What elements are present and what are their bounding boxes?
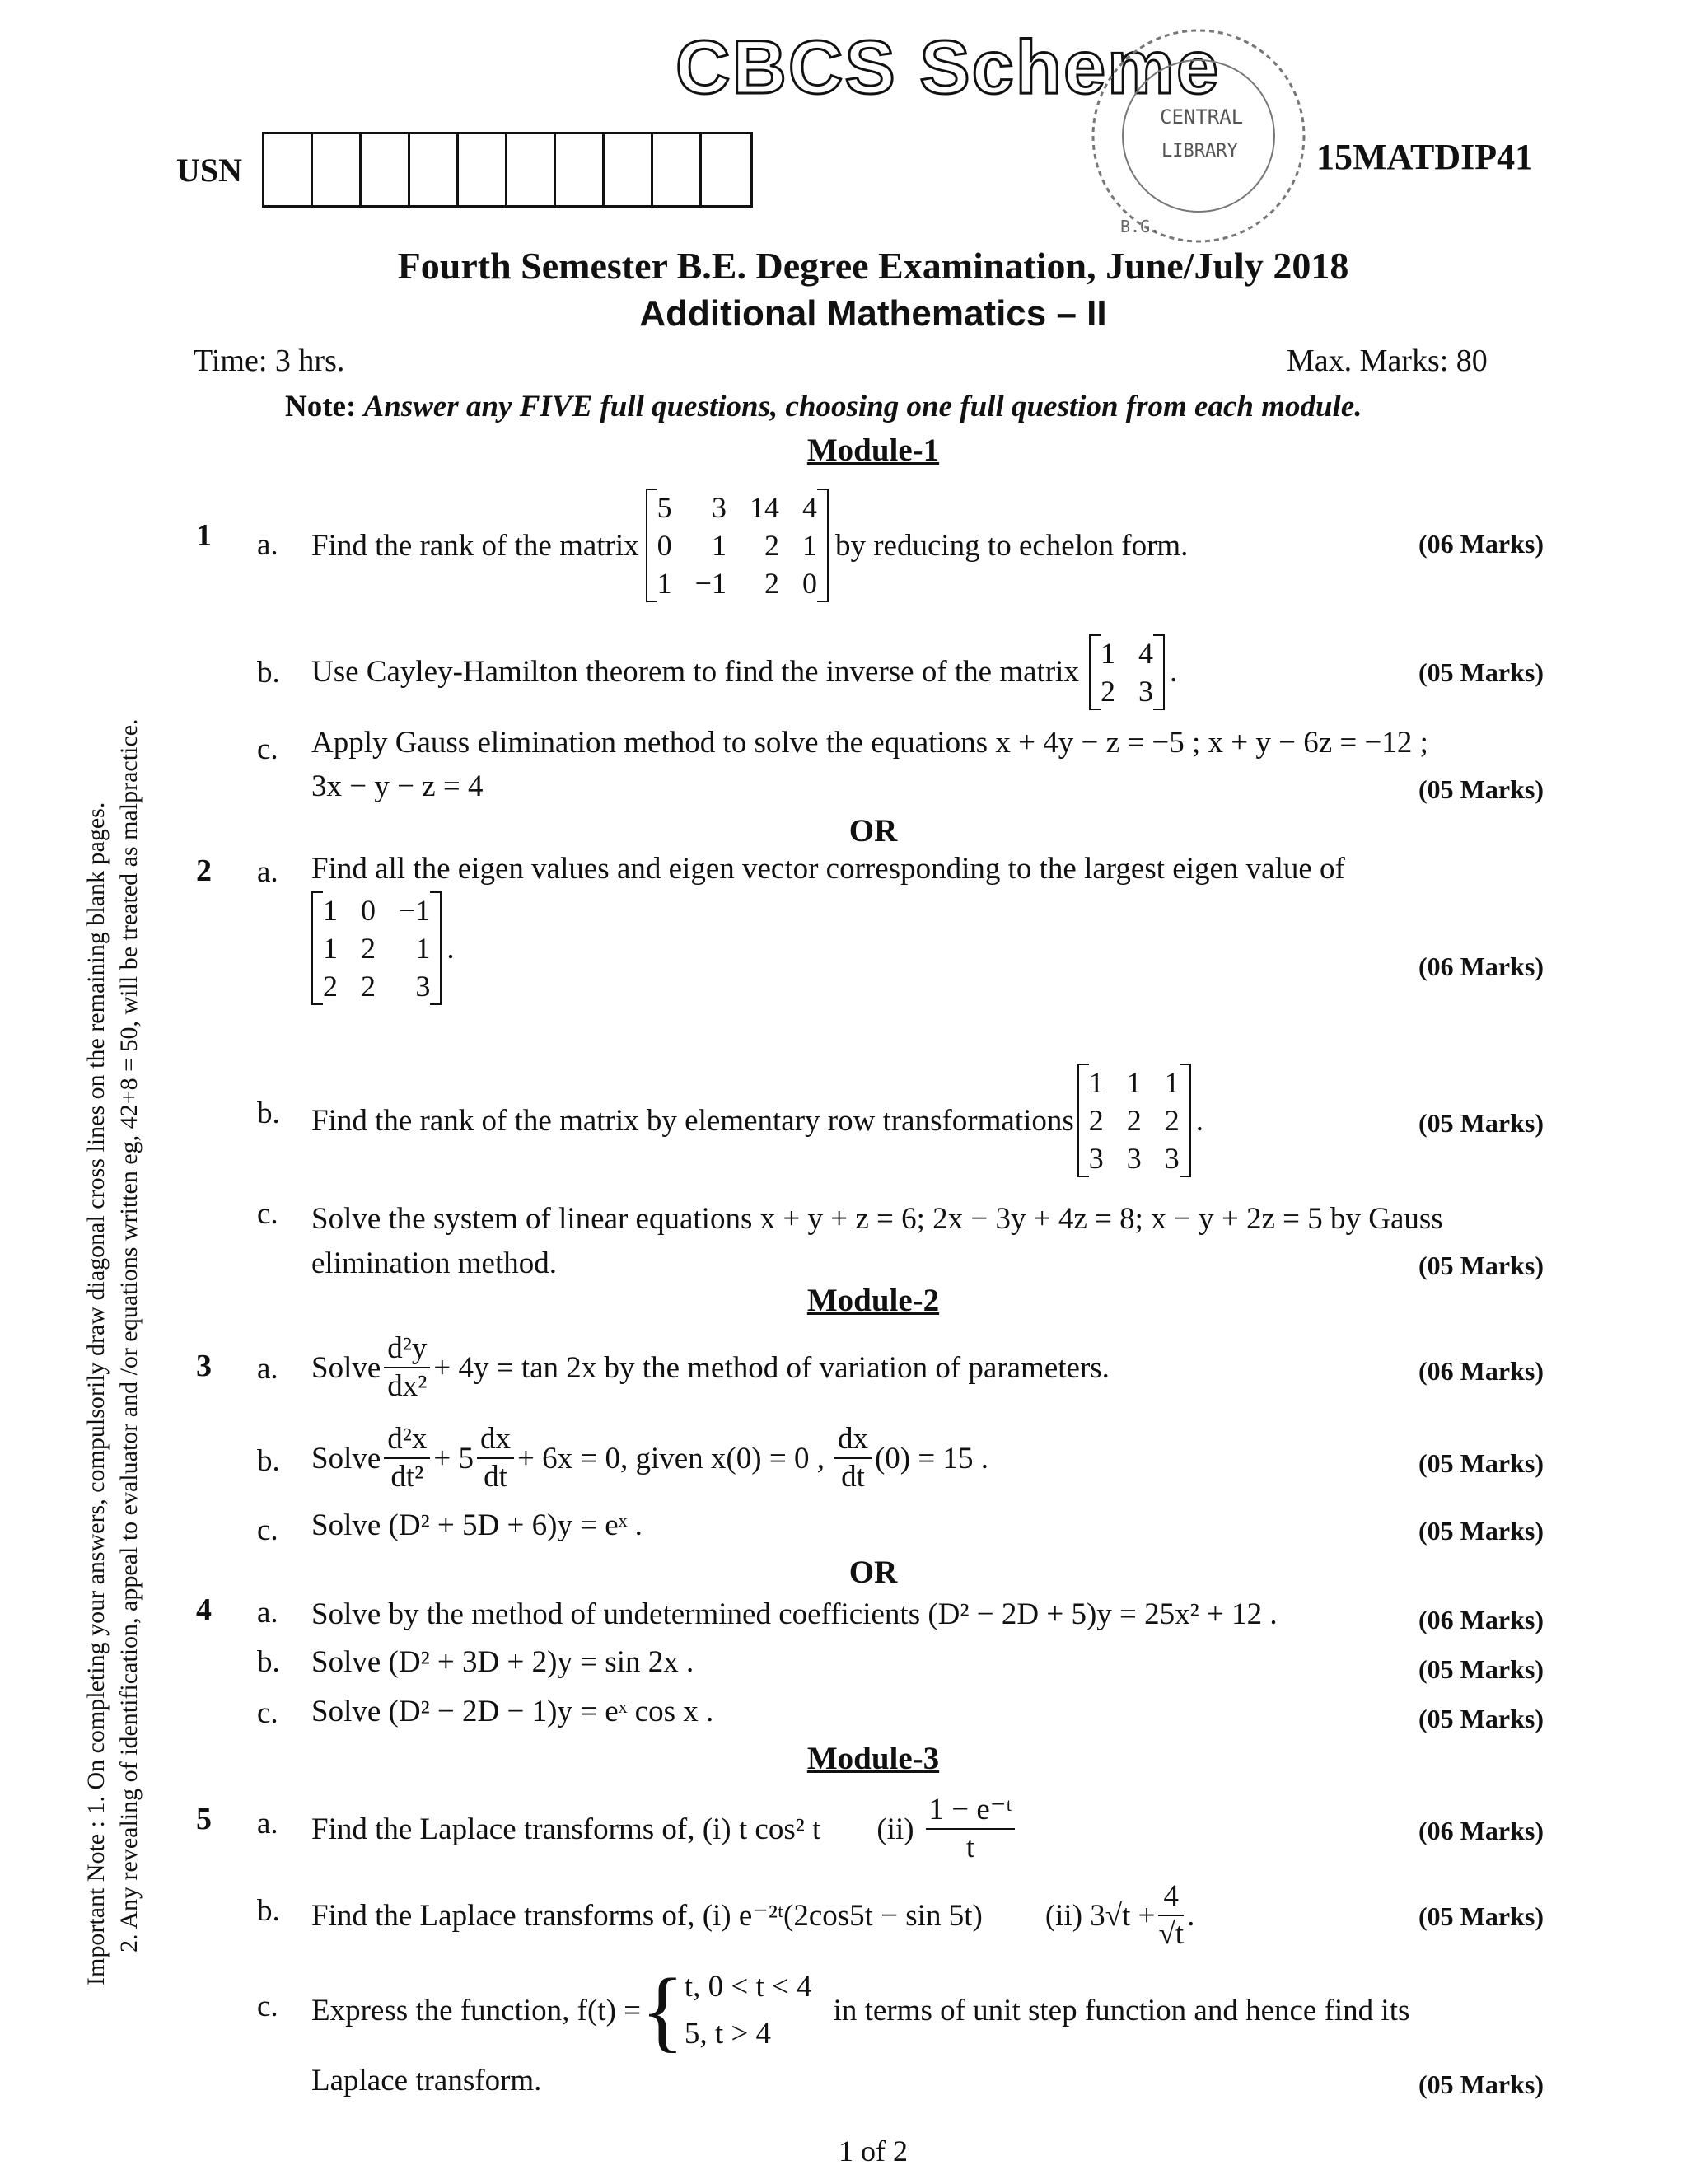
q3a-text-post: + 4y = tan 2x by the method of variation of parameters. [433,1350,1110,1385]
page-number: 1 of 2 [839,2135,908,2168]
q5a-numerator: 1 − e⁻ᵗ [926,1792,1016,1830]
q1b-matrix-cell: 1 [1100,636,1115,670]
q5b-text-post: . [1187,1898,1195,1933]
usn-cell[interactable] [410,134,459,205]
q3a-marks: (06 Marks) [1418,1356,1544,1386]
q2b-matrix [1077,1064,1191,1177]
q3b-text: Solve [311,1441,381,1475]
q2b-matrix-row [1077,1064,1191,1101]
library-stamp [1063,16,1326,264]
q5b-text: Find the Laplace transforms of, (i) e⁻²ᵗ(2cos5t − sin 5t) [311,1899,983,1933]
q1a-matrix-row [646,564,829,602]
q2b-matrix-cell: 3 [1088,1142,1104,1175]
q2b-matrix-cell: 2 [1164,1104,1180,1137]
q2a-matrix-cell: 1 [323,894,338,927]
q2b-matrix-cell: 2 [1088,1104,1104,1137]
max-marks: Max. Marks: 80 [1287,344,1488,378]
q1a-matrix [646,489,829,602]
time-allowed: Time: 3 hrs. [194,344,345,378]
q1a-matrix-cell: 0 [801,567,817,600]
side-note-line-1: Important Note : 1. On completing your answers, compulsorily draw diagonal cross lines on the remaining blank pages. [82,802,110,1985]
q1c-line-2: 3x − y − z = 4 [311,769,484,803]
q2b-text-post: . [1195,1103,1204,1138]
q3a-fraction [384,1331,430,1405]
q5c-label: c. [257,1990,278,2023]
usn-cell[interactable] [702,134,750,205]
q5b-denominator: √t [1158,1917,1185,1951]
q2c-line-1: Solve the system of linear equations x + y + z = 6; 2x − 3y + 4z = 8; x − y + 2z = 5 by Gauss [311,1202,1443,1236]
usn-cell[interactable] [556,134,605,205]
module-2-heading: Module-2 [806,1283,940,1318]
q4b-text: Solve (D² + 3D + 2)y = sin 2x . [311,1645,694,1679]
usn-cell[interactable] [362,134,410,205]
q5b-marks: (05 Marks) [1418,1901,1544,1931]
q1a-matrix-cell: 5 [657,491,672,524]
or-divider-2: OR [848,1555,898,1590]
q1a-matrix-cell: 4 [801,491,817,524]
q2b-marks: (05 Marks) [1418,1108,1544,1138]
q1a-question [311,471,1188,620]
q3b-question [311,1417,988,1499]
q5a-denominator: t [965,1831,975,1864]
usn-cell[interactable] [605,134,653,205]
q4b-label: b. [257,1645,280,1679]
q5b-numerator: 4 [1158,1878,1184,1916]
q2a-text-post: . [446,931,455,966]
q2b-matrix-cell: 1 [1164,1066,1180,1099]
q5c-marks: (05 Marks) [1418,2069,1544,2099]
q4a-marks: (06 Marks) [1418,1605,1544,1634]
q5b-part-ii: (ii) 3√t + [1044,1898,1156,1933]
q2a-matrix-cell: 1 [323,932,338,965]
q5c-text-post: in terms of unit step function and hence find its [833,1993,1410,2027]
q3b-numerator-1: d²x [384,1421,430,1459]
q3a-label: a. [257,1352,278,1386]
note-text: Answer any FIVE full questions, choosing one full question from each module. [363,390,1362,423]
q3c-text: Solve (D² + 5D + 6)y = eˣ . [311,1508,643,1542]
q5b-fraction [1158,1878,1184,1953]
q3b-text-mid: + 5 [433,1441,474,1475]
q5a-question [311,1784,1018,1874]
q1a-label: a. [257,528,278,562]
usn-cell[interactable] [313,134,362,205]
q4a-label: a. [257,1596,278,1630]
q2a-matrix-cell: 3 [415,970,431,1003]
paper-code: 15MATDIP41 [1316,137,1534,177]
q2c-line-2: elimination method. [311,1246,558,1280]
q2a-marks: (06 Marks) [1418,952,1544,981]
q2b-label: b. [257,1097,280,1130]
q2a-matrix-cell: 2 [323,970,338,1003]
q5c-text: Express the function, f(t) = [311,1993,642,2027]
q2a-matrix-cell: 0 [361,894,376,927]
q3c-label: c. [257,1513,278,1547]
q2a-matrix-row [311,929,442,967]
q1b-label: b. [257,656,280,690]
q1b-text-post: . [1169,655,1178,689]
q1b-question [311,624,1177,719]
q5c-cases [685,1963,812,2058]
q3b-denominator-1: dt² [390,1460,424,1494]
q3a-question [311,1326,1110,1409]
q2b-matrix-cell: 2 [1126,1104,1142,1137]
q1b-matrix-cell: 4 [1138,636,1153,670]
q1c-label: c. [257,732,278,766]
q2b-matrix-row [1077,1101,1191,1139]
q2b-question [311,1046,1203,1195]
module-3-heading: Module-3 [806,1741,940,1776]
q2b-text: Find the rank of the matrix by elementary row transformations [311,1103,1074,1138]
q2a-matrix-line [311,891,455,1005]
q2b-matrix-cell: 1 [1126,1066,1142,1099]
q3a-text: Solve [311,1350,381,1385]
q1b-matrix [1089,634,1165,710]
q1a-matrix-cell: 3 [711,491,727,524]
q1b-marks: (05 Marks) [1418,657,1544,687]
q3b-label: b. [257,1444,280,1478]
q3b-numerator-2: dx [477,1421,514,1459]
subject-title: Additional Mathematics – II [639,293,1107,334]
q3b-numerator-3: dx [834,1421,872,1459]
q2b-matrix-cell: 3 [1164,1142,1180,1175]
q1a-text-post: by reducing to echelon form. [834,528,1189,563]
q5c-question [311,1961,1409,2060]
question-1-number: 1 [196,518,212,553]
q2b-matrix-row [1077,1139,1191,1177]
q2c-marks: (05 Marks) [1418,1251,1544,1280]
q4b-marks: (05 Marks) [1418,1654,1544,1684]
q2a-matrix-cell: 2 [361,970,376,1003]
q3b-marks: (05 Marks) [1418,1448,1544,1478]
q2a-label: a. [257,855,278,889]
q5a-fraction [926,1792,1016,1867]
usn-cell[interactable] [507,134,556,205]
q1c-line-1: Apply Gauss elimination method to solve the equations x + 4y − z = −5 ; x + y − 6z = −12 ; [311,726,1428,760]
usn-cell[interactable] [653,134,702,205]
q2a-matrix-row [311,891,442,929]
q4c-label: c. [257,1696,278,1730]
q4c-marks: (05 Marks) [1418,1704,1544,1733]
stamp-line-3: B.G. [1120,217,1161,236]
q3b-fraction-1 [384,1421,430,1496]
q1a-text: Find the rank of the matrix [311,528,639,563]
note-label: Note: [285,390,357,423]
q5c-case-2: 5, t > 4 [684,2017,771,2051]
q4a-text: Solve by the method of undetermined coefficients (D² − 2D + 5)y = 25x² + 12 . [311,1597,1278,1631]
q3c-marks: (05 Marks) [1418,1516,1544,1546]
q2a-matrix-row [311,967,442,1005]
module-1-heading: Module-1 [806,433,940,468]
q3b-denominator-3: dt [841,1460,865,1494]
q5c-line-2: Laplace transform. [311,2064,542,2097]
q1a-matrix-cell: 14 [749,491,779,524]
q1c-marks: (05 Marks) [1418,774,1544,804]
q1a-matrix-row [646,526,829,564]
usn-cell[interactable] [264,134,313,205]
usn-label: USN [176,152,243,189]
exam-title: Fourth Semester B.E. Degree Examination, June/July 2018 [397,245,1349,287]
q1b-matrix-cell: 3 [1138,674,1153,708]
q1b-matrix-cell: 2 [1100,674,1115,708]
q3b-fraction-3 [834,1421,872,1496]
question-4-number: 4 [196,1592,212,1627]
question-5-number: 5 [196,1802,212,1836]
stamp-line-1: CENTRAL [1160,105,1244,129]
q3a-numerator: d²y [384,1331,430,1368]
q2a-matrix-cell: 2 [361,932,376,965]
or-divider-1: OR [848,813,898,849]
q3b-text-post: + 6x = 0, given x(0) = 0 , [517,1441,825,1475]
instructions-note [285,389,1362,424]
q1b-matrix-row [1089,672,1165,710]
q5a-part-ii: (ii) [876,1812,914,1846]
q1a-matrix-cell: −1 [694,567,727,600]
q2a-matrix [311,891,442,1005]
q1a-matrix-cell: 1 [657,567,672,600]
q2a-matrix-cell: 1 [415,932,431,965]
q1b-matrix-row [1089,634,1165,672]
q1a-matrix-cell: 1 [711,529,727,562]
q3a-denominator: dx² [387,1369,428,1403]
q2a-matrix-cell: −1 [399,894,431,927]
q2b-matrix-cell: 3 [1126,1142,1142,1175]
usn-grid[interactable] [262,132,753,208]
q1a-marks: (06 Marks) [1418,529,1544,559]
question-2-number: 2 [196,853,212,888]
q5b-label: b. [257,1894,280,1928]
question-3-number: 3 [196,1349,212,1383]
q2a-line-1: Find all the eigen values and eigen vector corresponding to the largest eigen value of [311,852,1345,886]
q1b-text: Use Cayley-Hamilton theorem to find the inverse of the matrix [311,655,1079,689]
scheme-title: CBCS Scheme [675,26,1221,110]
q1a-matrix-cell: 0 [657,529,672,562]
q1a-matrix-cell: 2 [764,567,779,600]
q4c-text: Solve (D² − 2D − 1)y = eˣ cos x . [311,1695,714,1728]
q3b-fraction-2 [477,1421,514,1496]
side-note-line-2: 2. Any revealing of identification, appeal to evaluator and /or equations written eg, 42+8 = 50, will be treated as malpractice. [115,718,143,1953]
q5a-marks: (06 Marks) [1418,1816,1544,1845]
q1a-matrix-cell: 1 [801,529,817,562]
stamp-line-2: LIBRARY [1161,141,1238,161]
q2b-matrix-cell: 1 [1088,1066,1104,1099]
q1a-matrix-cell: 2 [764,529,779,562]
q3b-text-end: (0) = 15 . [874,1441,988,1475]
q5a-text: Find the Laplace transforms of, (i) t cos² t [311,1812,821,1846]
q1a-matrix-row [646,489,829,526]
q5c-case-1: t, 0 < t < 4 [684,1969,812,2004]
q3b-denominator-2: dt [484,1460,507,1494]
q2c-label: c. [257,1197,278,1231]
q5a-label: a. [257,1807,278,1840]
q5b-question [311,1870,1194,1961]
usn-cell[interactable] [459,134,507,205]
left-brace-icon: { [641,1960,685,2060]
